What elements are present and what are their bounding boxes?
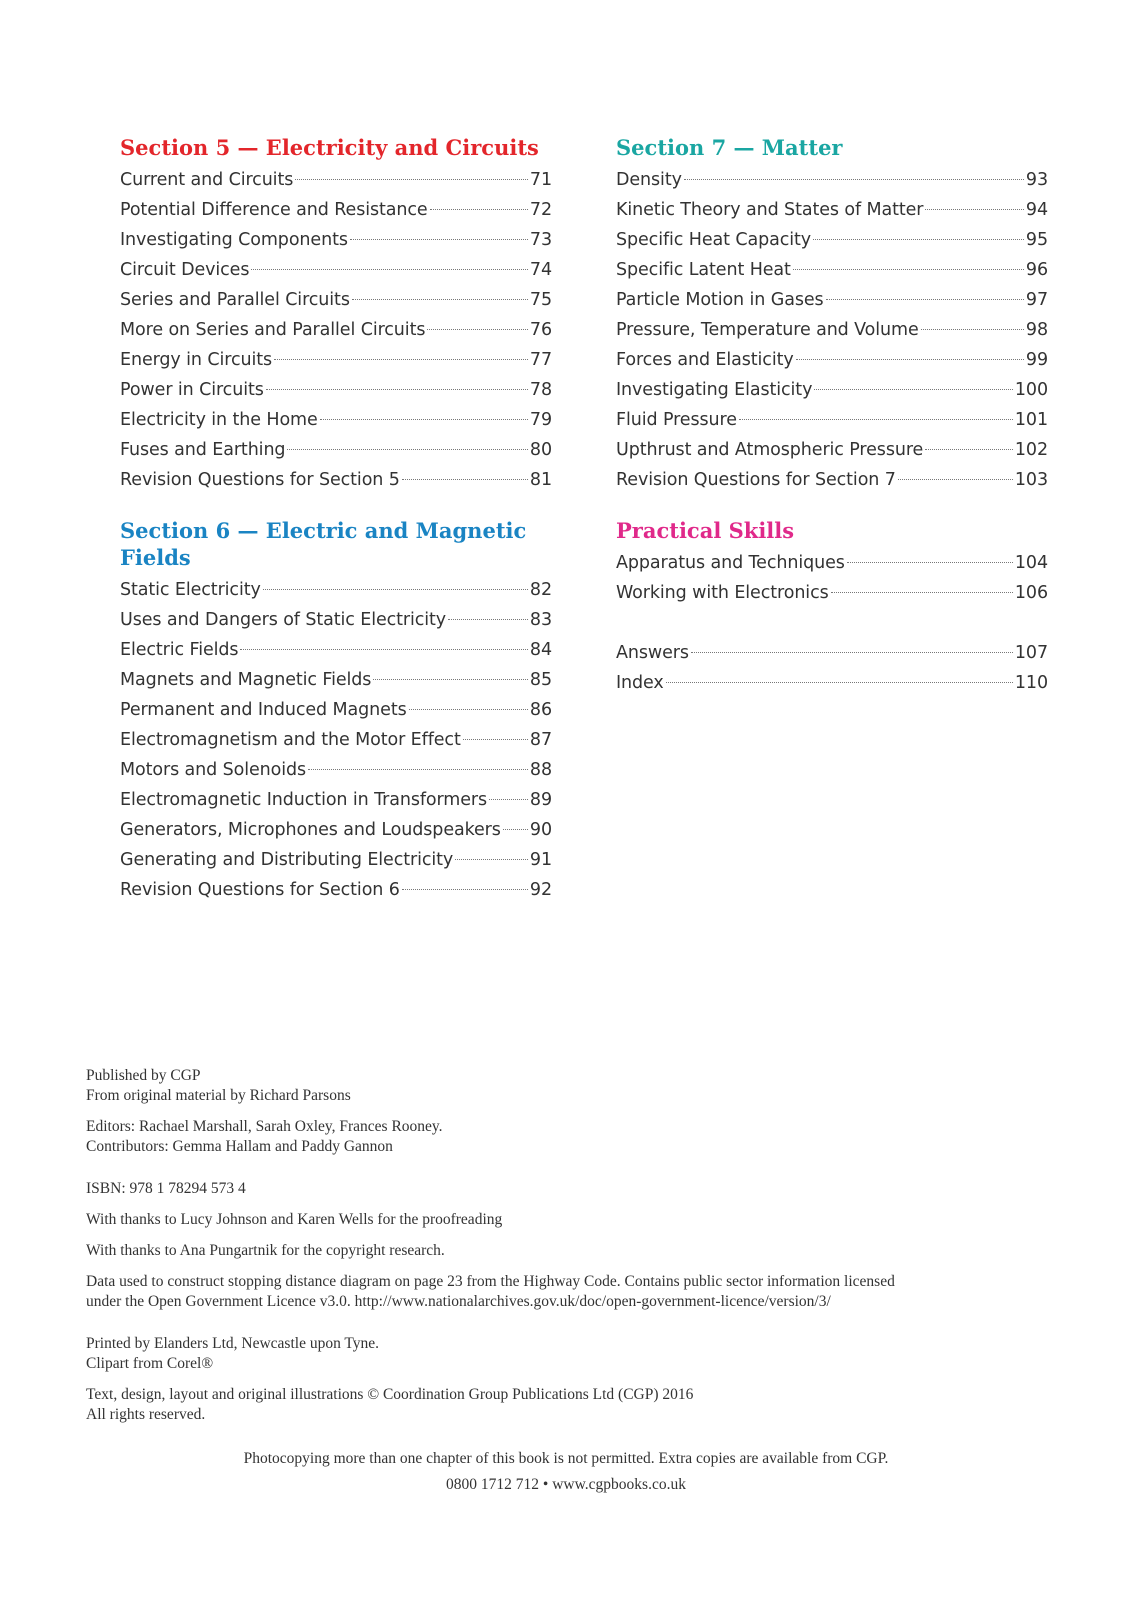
toc-entry-title: Revision Questions for Section 7 bbox=[616, 470, 896, 490]
toc-entry bbox=[616, 638, 1048, 668]
dot-leader bbox=[308, 769, 528, 770]
dot-leader bbox=[266, 389, 528, 390]
toc-entry-page: 86 bbox=[529, 700, 552, 720]
dot-leader bbox=[489, 799, 528, 800]
toc-entry-title: Apparatus and Techniques bbox=[616, 553, 845, 573]
copyright-notice: Text, design, layout and original illustrations © Coordination Group Publications Ltd (CGP) 2016 bbox=[86, 1386, 694, 1403]
toc-entry bbox=[120, 575, 552, 605]
toc-entry bbox=[120, 635, 552, 665]
toc-entry-title: Working with Electronics bbox=[616, 583, 829, 603]
dot-leader bbox=[427, 329, 528, 330]
toc-entry bbox=[616, 225, 1048, 255]
dot-leader bbox=[430, 209, 528, 210]
toc-entry bbox=[120, 405, 552, 435]
toc-entry bbox=[616, 195, 1048, 225]
section-7 bbox=[616, 134, 1048, 495]
toc-entry-page: 78 bbox=[529, 380, 552, 400]
dot-leader bbox=[295, 179, 528, 180]
toc-entry-title: Specific Heat Capacity bbox=[616, 230, 812, 250]
thanks-copyright: With thanks to Ana Pungartnik for the copyright research. bbox=[86, 1242, 445, 1259]
dot-leader bbox=[691, 652, 1013, 653]
toc-entry-page: 81 bbox=[529, 470, 552, 490]
toc-entry-page: 76 bbox=[529, 320, 552, 340]
toc-entry-title: Current and Circuits bbox=[120, 170, 294, 190]
dot-leader bbox=[274, 359, 528, 360]
published-by: Published by CGP bbox=[86, 1067, 201, 1084]
toc-entry-title: Motors and Solenoids bbox=[120, 760, 307, 780]
dot-leader bbox=[320, 419, 528, 420]
toc-entry-title: Fuses and Earthing bbox=[120, 440, 286, 460]
toc-entry-title: Series and Parallel Circuits bbox=[120, 290, 350, 310]
credits-block bbox=[86, 1066, 1046, 1436]
toc-entry-page: 96 bbox=[1025, 260, 1048, 280]
toc-entry-page: 84 bbox=[529, 640, 552, 660]
dot-leader bbox=[402, 479, 528, 480]
practical-skills-title: Practical Skills bbox=[616, 518, 795, 543]
toc-entry-page: 75 bbox=[529, 290, 552, 310]
contents-column-right bbox=[616, 134, 1048, 698]
dot-leader bbox=[826, 299, 1024, 300]
toc-entry-page: 92 bbox=[529, 880, 552, 900]
toc-entry-title: Electromagnetic Induction in Transformers bbox=[120, 790, 488, 810]
footer bbox=[0, 1446, 1132, 1498]
toc-entry bbox=[616, 548, 1048, 578]
toc-entry-page: 74 bbox=[529, 260, 552, 280]
toc-entry bbox=[120, 845, 552, 875]
toc-entry bbox=[120, 255, 552, 285]
back-matter-list bbox=[616, 638, 1048, 698]
thanks-proofreading: With thanks to Lucy Johnson and Karen Wells for the proofreading bbox=[86, 1211, 503, 1228]
dot-leader bbox=[463, 739, 528, 740]
dot-leader bbox=[409, 709, 528, 710]
toc-entry-page: 89 bbox=[529, 790, 552, 810]
toc-entry-title: Electromagnetism and the Motor Effect bbox=[120, 730, 461, 750]
toc-entry bbox=[120, 725, 552, 755]
contact-line: 0800 1712 712 • www.cgpbooks.co.uk bbox=[446, 1476, 686, 1493]
toc-entry bbox=[616, 345, 1048, 375]
toc-entry-page: 99 bbox=[1025, 350, 1048, 370]
toc-entry bbox=[120, 465, 552, 495]
dot-leader bbox=[402, 889, 528, 890]
dot-leader bbox=[921, 329, 1024, 330]
toc-entry bbox=[120, 375, 552, 405]
photocopying-notice: Photocopying more than one chapter of this book is not permitted. Extra copies are available from CGP. bbox=[243, 1450, 889, 1467]
dot-leader bbox=[814, 389, 1013, 390]
toc-entry-title: Fluid Pressure bbox=[616, 410, 737, 430]
toc-entry bbox=[120, 285, 552, 315]
toc-entry bbox=[616, 465, 1048, 495]
toc-entry bbox=[120, 695, 552, 725]
toc-entry-page: 101 bbox=[1014, 410, 1048, 430]
toc-entry-page: 85 bbox=[529, 670, 552, 690]
toc-entry-title: Answers bbox=[616, 643, 689, 663]
practical-skills-list bbox=[616, 548, 1048, 608]
toc-entry-page: 103 bbox=[1014, 470, 1048, 490]
toc-entry-page: 94 bbox=[1025, 200, 1048, 220]
toc-entry-page: 72 bbox=[529, 200, 552, 220]
toc-entry-title: Electricity in the Home bbox=[120, 410, 318, 430]
section-6-title: Section 6 — Electric and Magnetic Fields bbox=[120, 518, 527, 570]
toc-entry-title: Investigating Elasticity bbox=[616, 380, 813, 400]
toc-entry-title: Specific Latent Heat bbox=[616, 260, 791, 280]
toc-entry-title: Index bbox=[616, 673, 664, 693]
dot-leader bbox=[287, 449, 527, 450]
toc-entry-title: Particle Motion in Gases bbox=[616, 290, 824, 310]
toc-entry-title: Uses and Dangers of Static Electricity bbox=[120, 610, 447, 630]
toc-entry-page: 107 bbox=[1014, 643, 1048, 663]
toc-entry-title: Revision Questions for Section 5 bbox=[120, 470, 400, 490]
toc-entry-page: 91 bbox=[529, 850, 552, 870]
toc-entry-page: 88 bbox=[529, 760, 552, 780]
toc-entry-title: Density bbox=[616, 170, 682, 190]
section-5-title: Section 5 — Electricity and Circuits bbox=[120, 135, 539, 160]
toc-entry bbox=[120, 815, 552, 845]
toc-entry-title: Kinetic Theory and States of Matter bbox=[616, 200, 924, 220]
toc-entry-page: 98 bbox=[1025, 320, 1048, 340]
toc-entry-title: Power in Circuits bbox=[120, 380, 264, 400]
practical-skills bbox=[616, 517, 1048, 608]
dot-leader bbox=[793, 269, 1024, 270]
toc-entry-page: 106 bbox=[1014, 583, 1048, 603]
toc-entry-title: Revision Questions for Section 6 bbox=[120, 880, 400, 900]
toc-entry-page: 95 bbox=[1025, 230, 1048, 250]
toc-entry-page: 104 bbox=[1014, 553, 1048, 573]
dot-leader bbox=[925, 209, 1024, 210]
toc-entry-page: 83 bbox=[529, 610, 552, 630]
toc-entry-page: 110 bbox=[1014, 673, 1048, 693]
section-5 bbox=[120, 134, 552, 495]
toc-entry bbox=[120, 225, 552, 255]
toc-entry bbox=[616, 315, 1048, 345]
toc-entry-page: 77 bbox=[529, 350, 552, 370]
isbn: ISBN: 978 1 78294 573 4 bbox=[86, 1180, 246, 1197]
dot-leader bbox=[263, 589, 528, 590]
toc-entry-title: Forces and Elasticity bbox=[616, 350, 794, 370]
toc-entry-title: Energy in Circuits bbox=[120, 350, 272, 370]
printed-by: Printed by Elanders Ltd, Newcastle upon Tyne. bbox=[86, 1335, 380, 1352]
toc-entry-title: Static Electricity bbox=[120, 580, 261, 600]
dot-leader bbox=[448, 619, 528, 620]
toc-entry bbox=[616, 405, 1048, 435]
toc-entry-title: Generators, Microphones and Loudspeakers bbox=[120, 820, 501, 840]
original-material: From original material by Richard Parsons bbox=[86, 1087, 351, 1104]
toc-entry-page: 71 bbox=[529, 170, 552, 190]
section-6-list bbox=[120, 575, 552, 905]
dot-leader bbox=[240, 649, 528, 650]
contents-column-left bbox=[120, 134, 552, 905]
data-source-line-2: under the Open Government Licence v3.0. http://www.nationalarchives.gov.uk/doc/open-government-licence/version/3/ bbox=[86, 1293, 831, 1310]
toc-entry-title: Circuit Devices bbox=[120, 260, 250, 280]
dot-leader bbox=[831, 592, 1013, 593]
dot-leader bbox=[925, 449, 1013, 450]
toc-entry-page: 79 bbox=[529, 410, 552, 430]
toc-entry bbox=[616, 285, 1048, 315]
toc-entry-title: Upthrust and Atmospheric Pressure bbox=[616, 440, 924, 460]
section-6 bbox=[120, 517, 552, 905]
toc-entry bbox=[616, 578, 1048, 608]
toc-entry-page: 93 bbox=[1025, 170, 1048, 190]
clipart-credit: Clipart from Corel® bbox=[86, 1355, 214, 1372]
toc-entry bbox=[616, 435, 1048, 465]
section-7-list bbox=[616, 165, 1048, 495]
toc-entry-title: Permanent and Induced Magnets bbox=[120, 700, 407, 720]
dot-leader bbox=[813, 239, 1024, 240]
section-5-list bbox=[120, 165, 552, 495]
toc-entry bbox=[616, 375, 1048, 405]
toc-entry-title: Potential Difference and Resistance bbox=[120, 200, 428, 220]
dot-leader bbox=[666, 682, 1013, 683]
toc-entry-page: 102 bbox=[1014, 440, 1048, 460]
dot-leader bbox=[898, 479, 1013, 480]
toc-entry-page: 80 bbox=[529, 440, 552, 460]
dot-leader bbox=[796, 359, 1024, 360]
toc-entry-title: Electric Fields bbox=[120, 640, 239, 660]
dot-leader bbox=[455, 859, 528, 860]
toc-entry-title: Pressure, Temperature and Volume bbox=[616, 320, 919, 340]
dot-leader bbox=[251, 269, 528, 270]
toc-entry bbox=[120, 755, 552, 785]
dot-leader bbox=[847, 562, 1013, 563]
toc-entry-title: Magnets and Magnetic Fields bbox=[120, 670, 372, 690]
dot-leader bbox=[352, 299, 528, 300]
editors: Editors: Rachael Marshall, Sarah Oxley, Frances Rooney. bbox=[86, 1118, 443, 1135]
toc-entry-page: 82 bbox=[529, 580, 552, 600]
toc-entry-page: 100 bbox=[1014, 380, 1048, 400]
toc-entry bbox=[120, 315, 552, 345]
toc-entry-title: Investigating Components bbox=[120, 230, 348, 250]
toc-entry bbox=[120, 345, 552, 375]
toc-entry-page: 90 bbox=[529, 820, 552, 840]
toc-entry bbox=[120, 785, 552, 815]
toc-entry-page: 73 bbox=[529, 230, 552, 250]
dot-leader bbox=[350, 239, 528, 240]
toc-entry-title: Generating and Distributing Electricity bbox=[120, 850, 454, 870]
toc-entry bbox=[120, 435, 552, 465]
toc-entry-page: 87 bbox=[529, 730, 552, 750]
section-7-title: Section 7 — Matter bbox=[616, 135, 843, 160]
contributors: Contributors: Gemma Hallam and Paddy Gannon bbox=[86, 1138, 393, 1155]
toc-entry bbox=[616, 255, 1048, 285]
toc-entry bbox=[120, 665, 552, 695]
data-source-line-1: Data used to construct stopping distance diagram on page 23 from the Highway Code. Contains public sector information licensed bbox=[86, 1273, 895, 1290]
toc-entry bbox=[616, 668, 1048, 698]
toc-entry bbox=[120, 605, 552, 635]
dot-leader bbox=[684, 179, 1024, 180]
toc-entry bbox=[616, 165, 1048, 195]
toc-entry bbox=[120, 875, 552, 905]
toc-entry-page: 97 bbox=[1025, 290, 1048, 310]
dot-leader bbox=[503, 829, 528, 830]
dot-leader bbox=[373, 679, 528, 680]
toc-entry-title: More on Series and Parallel Circuits bbox=[120, 320, 426, 340]
toc-entry bbox=[120, 195, 552, 225]
rights-reserved: All rights reserved. bbox=[86, 1406, 206, 1423]
toc-entry bbox=[120, 165, 552, 195]
dot-leader bbox=[739, 419, 1013, 420]
